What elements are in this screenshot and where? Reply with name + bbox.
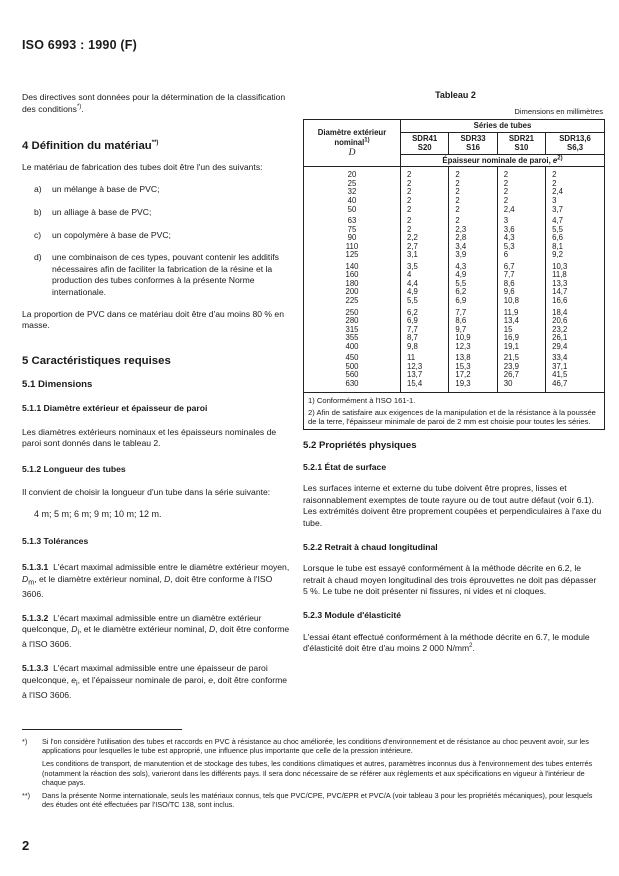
diameter-values (304, 167, 401, 392)
table-cell-thickness: 26,1 (552, 333, 568, 343)
section-5-2-3-heading: 5.2.3 Module d'élasticité (303, 610, 402, 621)
table-cell-thickness: 4,3 (503, 233, 515, 243)
thickness-header: Épaisseur nominale de paroi, $e^{2)}$ (401, 154, 605, 167)
table-cell-thickness: 9,8 (407, 341, 418, 351)
table-cell-diameter: 630 (345, 378, 359, 388)
table-cell-thickness: 2 (407, 216, 412, 226)
table-cell-thickness: 13,3 (552, 278, 568, 288)
table-cell-thickness: 8,1 (552, 241, 563, 251)
table-cell-thickness: 2 (455, 187, 460, 197)
table-cell-diameter: 125 (345, 250, 359, 260)
table-cell-thickness: 6,2 (407, 307, 418, 317)
section-4-heading: 4 Définition du matériau**) (22, 140, 159, 153)
table-cell-thickness: 19,1 (503, 341, 519, 351)
table-cell-diameter: 50 (347, 204, 357, 214)
table-cell-thickness: 26,7 (503, 370, 519, 380)
table-title: Tableau 2 (435, 90, 476, 100)
footnote-separator (22, 729, 182, 730)
table-cell-diameter: 110 (345, 241, 359, 251)
table-cell-diameter: 32 (347, 187, 357, 197)
table-cell-diameter: 500 (345, 361, 359, 371)
table-cell-thickness: 2 (503, 178, 509, 188)
table-cell-thickness: 41,5 (552, 370, 568, 380)
table-cell-thickness: 2 (552, 178, 557, 188)
table-cell-thickness: 7,7 (503, 270, 515, 280)
table-cell-thickness: 2,3 (455, 224, 467, 234)
table-cell-thickness: 3,5 (407, 261, 418, 271)
table-cell-diameter: 63 (347, 216, 357, 226)
table-cell-thickness: 12,3 (455, 341, 471, 351)
table-cell-thickness: 30 (503, 378, 513, 388)
table-cell-thickness: 2 (407, 187, 412, 197)
list-item: b) un alliage à base de PVC; (34, 206, 152, 217)
table-cell-thickness: 7,7 (455, 307, 467, 317)
series-4-values (546, 167, 605, 392)
table-cell-thickness: 2,7 (407, 241, 418, 251)
section-5-2-2-text: Lorsque le tube est essayé conformément à la méthode décrite en 6.2, le retrait à chaud moyen longitudinal des trois éprouvettes ne doit pas dépasser 5 %. Le tube ne doit présenter ni fissures, ni vides et ni cloques. (303, 563, 597, 597)
table-cell-thickness: 23,2 (552, 324, 568, 334)
table-cell-thickness: 3,6 (503, 224, 515, 234)
table-cell-thickness: 46,7 (552, 378, 568, 388)
table-cell-thickness: 21,5 (503, 353, 519, 363)
table-cell-thickness: 2,8 (455, 233, 467, 243)
table-cell-thickness: 2 (503, 170, 509, 180)
section-4-proportion: La proportion de PVC dans ce matériau doit être d'au moins 80 % en masse. (22, 308, 284, 331)
table-cell-thickness: 15 (503, 324, 513, 334)
section-5-2-2-heading: 5.2.2 Retrait à chaud longitudinal (303, 541, 438, 552)
section-5-2-3-text: L'essai étant effectué conformément à la méthode décrite en 6.7, le module d'élasticité doit être d'au moins 2 000 $N/mm^2$. (303, 631, 590, 654)
table-cell-thickness: 2 (455, 204, 460, 214)
diameter-header: Diamètre extérieur nominal$^{1)}$ D (304, 120, 401, 167)
series-column-header: SDR21 S10 (497, 132, 545, 154)
table-cell-thickness: 2 (503, 187, 509, 197)
table-cell-thickness: 10,3 (552, 261, 568, 271)
table-cell-thickness: 4,7 (552, 216, 563, 226)
table-cell-thickness: 2 (455, 170, 460, 180)
table-cell-thickness: 11,8 (552, 270, 567, 280)
table-cell-thickness: 13,7 (407, 370, 423, 380)
table-cell-diameter: 450 (345, 353, 359, 363)
table-cell-diameter: 160 (345, 270, 359, 280)
table-cell-thickness: 16,9 (503, 333, 519, 343)
table-unit: Dimensions en millimètres (514, 106, 603, 116)
table-cell-thickness: 15,4 (407, 378, 423, 388)
series-header: Séries de tubes (401, 120, 605, 133)
table-cell-thickness: 2 (455, 196, 460, 206)
table-cell-thickness: 16,6 (552, 296, 568, 306)
table-cell-thickness: 2 (455, 178, 460, 188)
table-cell-thickness: 18,4 (552, 307, 568, 317)
table-cell-thickness: 2 (407, 170, 412, 180)
table-cell-thickness: 4,4 (407, 278, 418, 288)
table-cell-thickness: 3 (503, 216, 509, 226)
table-cell-thickness: 2,4 (503, 204, 515, 214)
table-cell-diameter: 225 (345, 296, 359, 306)
table-cell-thickness: 14,7 (552, 287, 568, 297)
table-cell-diameter: 25 (347, 178, 357, 188)
series-3-values (497, 167, 545, 392)
table-cell-thickness: 15,3 (455, 361, 471, 371)
page-number: 2 (22, 838, 30, 853)
table-cell-thickness: 6 (503, 250, 509, 260)
table-cell-thickness: 5,3 (503, 241, 515, 251)
table-cell-thickness: 5,5 (455, 278, 467, 288)
section-5-1-1-text: Les diamètres extérieurs nominaux et les épaisseurs nominales de paroi sont donnés dans le tableau 2. (22, 426, 277, 449)
table-cell-thickness: 37,1 (552, 361, 568, 371)
table-cell-thickness: 3,1 (407, 250, 418, 260)
table-cell-thickness: 3,7 (552, 204, 563, 214)
table-cell-thickness: 5,5 (407, 296, 418, 306)
table-cell-thickness: 2 (407, 178, 412, 188)
table-body-row (304, 167, 605, 392)
table-cell-diameter: 140 (345, 261, 359, 271)
footnote: *) Si l'on considère l'utilisation des tubes et raccords en PVC à résistance au choc amélioréе, les conditions d'environnement et de résistance au choc peuvent avoir, sur les applications pour lesquelles le tube est approprié, une influence plus importante que celle de la pression intérieure. (22, 737, 589, 756)
table-cell-diameter: 180 (345, 278, 359, 288)
table-cell-thickness: 9,7 (455, 324, 467, 334)
table-cell-diameter: 280 (345, 316, 359, 326)
table-cell-thickness: 5,5 (552, 224, 563, 234)
table-cell-diameter: 315 (345, 324, 359, 334)
table-cell-thickness: 4 (407, 270, 412, 280)
table-cell-thickness: 6,7 (503, 261, 515, 271)
table-cell-thickness: 2 (407, 204, 412, 214)
table-cell-thickness: 13,4 (503, 316, 519, 326)
table-cell-diameter: 200 (345, 287, 359, 297)
table-cell-thickness: 2 (407, 224, 412, 234)
table-cell-thickness: 2 (407, 196, 412, 206)
section-5-1-2-text: Il convient de choisir la longueur d'un tube dans la série suivante: (22, 487, 271, 498)
table-cell-thickness: 9,6 (503, 287, 515, 297)
table-cell-thickness: 4,9 (407, 287, 418, 297)
table-cell-diameter: 355 (345, 333, 359, 343)
table-cell-thickness: 9,2 (552, 250, 563, 260)
footnote: **) Dans la présente Norme internationale, seuls les matériaux connus, tels que PVC/CPE, PVC/EPR et PVC/A (voir tableau 3 pour les propriétés mécaniques), pour lesquels des études ont été effectuées par l'ISO/TC 138, sont inclus. (22, 791, 593, 810)
table-cell-diameter: 75 (347, 224, 357, 234)
section-5-1-3-heading: 5.1.3 Tolérances (22, 536, 89, 547)
table-cell-thickness: 3,9 (455, 250, 467, 260)
table-note-2: 2) Afin de satisfaire aux exigences de la manipulation et de la résistance à la poussée de la terre, l'épaisseur minimale de paroi de 2 mm est choisie pour toutes les séries. (308, 407, 596, 426)
table-note-1: 1) Conformément à l'ISO 161-1. (308, 395, 416, 405)
table-cell-thickness: 33,4 (552, 353, 568, 363)
table-notes (304, 392, 605, 430)
table-cell-thickness: 2 (503, 196, 509, 206)
series-column-header: SDR41 S20 (401, 132, 449, 154)
table-cell-thickness: 3,4 (455, 241, 467, 251)
tube-lengths: 4 m; 5 m; 6 m; 9 m; 10 m; 12 m. (34, 508, 162, 519)
table-cell-thickness: 20,6 (552, 316, 568, 326)
table-cell-thickness: 2,2 (407, 233, 418, 243)
table-cell-thickness: 7,7 (407, 324, 418, 334)
footnotes (22, 737, 604, 809)
table-cell-thickness: 2 (552, 170, 557, 180)
series-column-header: SDR13,6 S6,3 (546, 132, 605, 154)
dimensions-table (303, 119, 605, 430)
section-5-1-3-2-text: 5.1.3.2 L'écart maximal admissible entre un diamètre extérieur quelconque, $D_i$, et le diamètre extérieur nominal, D, doit être conforme à l'ISO 3606. (22, 612, 290, 650)
section-5-1-3-3-text: 5.1.3.3 L'écart maximal admissible entre une épaisseur de paroi quelconque, $e_i$, et l'épaisseur nominale de paroi, e, doit être conforme à l'ISO 3606. (22, 663, 288, 700)
series-2-values (449, 167, 497, 392)
table-cell-diameter: 400 (345, 341, 359, 351)
table-cell-thickness: 2 (455, 216, 460, 226)
document-header: ISO 6993 : 1990 (F) (22, 38, 137, 52)
right-column (303, 90, 603, 655)
left-column (22, 92, 292, 702)
table-cell-thickness: 6,2 (455, 287, 467, 297)
table-cell-diameter: 40 (347, 196, 357, 206)
table-cell-thickness: 8,6 (455, 316, 467, 326)
table-cell-thickness: 10,8 (503, 296, 519, 306)
section-5-1-1-heading: 5.1.1 Diamètre extérieur et épaisseur de paroi (22, 402, 208, 413)
footnote: Les conditions de transport, de manutention et de stockage des tubes, les conditions climatiques et autres, paramètres inconnus dus à l'environnement des tubes enterrés (notamment la réaction des sols), varieront dans les différents pays. Il sera donc nécessaire de se référer aux règlements et aux spécifications en vigueur à l'intérieur de chaque pays. (42, 759, 593, 787)
series-1-values (401, 167, 449, 392)
table-cell-thickness: 2,4 (552, 187, 563, 197)
table-cell-diameter: 250 (345, 307, 359, 317)
table-cell-thickness: 19,3 (455, 378, 471, 388)
table-cell-diameter: 560 (345, 370, 359, 380)
section-5-1-heading: 5.1 Dimensions (22, 379, 93, 391)
list-item: c) un copolymère à base de PVC; (34, 229, 171, 240)
table-cell-thickness: 23,9 (503, 361, 519, 371)
table-cell-thickness: 6,9 (455, 296, 467, 306)
table-cell-thickness: 12,3 (407, 361, 423, 371)
table-cell-thickness: 10,9 (455, 333, 471, 343)
section-5-1-3-1-text: 5.1.3.1 L'écart maximal admissible entre le diamètre extérieur moyen, $D_m$, et le diamètre extérieur nominal, D, doit être conforme à l'ISO 3606. (22, 562, 290, 599)
table-cell-thickness: 29,4 (552, 341, 568, 351)
table-cell-thickness: 17,2 (455, 370, 471, 380)
table-cell-thickness: 13,8 (455, 353, 471, 363)
section-4-lead: Le matériau de fabrication des tubes doit être l'un des suivants: (22, 161, 263, 172)
table-cell-diameter: 90 (347, 233, 357, 243)
list-item: a) un mélange à base de PVC; (34, 184, 160, 195)
section-5-1-2-heading: 5.1.2 Longueur des tubes (22, 463, 126, 474)
table-cell-thickness: 8,6 (503, 278, 515, 288)
table-cell-thickness: 6,6 (552, 233, 563, 243)
table-cell-thickness: 4,9 (455, 270, 467, 280)
table-cell-thickness: 3 (552, 196, 557, 206)
table-cell-diameter: 20 (347, 170, 357, 180)
section-5-2-1-text: Les surfaces interne et externe du tube doivent être propres, lisses et raisonnablement exemptes de toute rayure ou de tout autre défaut (voir 6.1). Les extrémités doivent être proprement coupées et perpendiculaires à l'axe du tube. (303, 483, 602, 529)
table-cell-thickness: 11,9 (503, 307, 519, 317)
table-cell-thickness: 4,3 (455, 261, 467, 271)
list-item: d) une combinaison de ces types, pouvant contenir les additifs nécessaires afin de faciliter la fabrication de la résine et la production des tubes conformes à la présente Norme internationale. (34, 252, 279, 297)
table-cell-thickness: 6,9 (407, 316, 418, 326)
intro-paragraph: Des directives sont données pour la détermination de la classification des conditions*). (22, 92, 286, 114)
section-5-2-heading: 5.2 Propriétés physiques (303, 440, 417, 452)
table-cell-thickness: 8,7 (407, 333, 418, 343)
series-column-header: SDR33 S16 (449, 132, 497, 154)
table-cell-thickness: 11 (407, 353, 416, 363)
section-5-heading: 5 Caractéristiques requises (22, 354, 171, 367)
section-5-2-1-heading: 5.2.1 État de surface (303, 461, 387, 472)
